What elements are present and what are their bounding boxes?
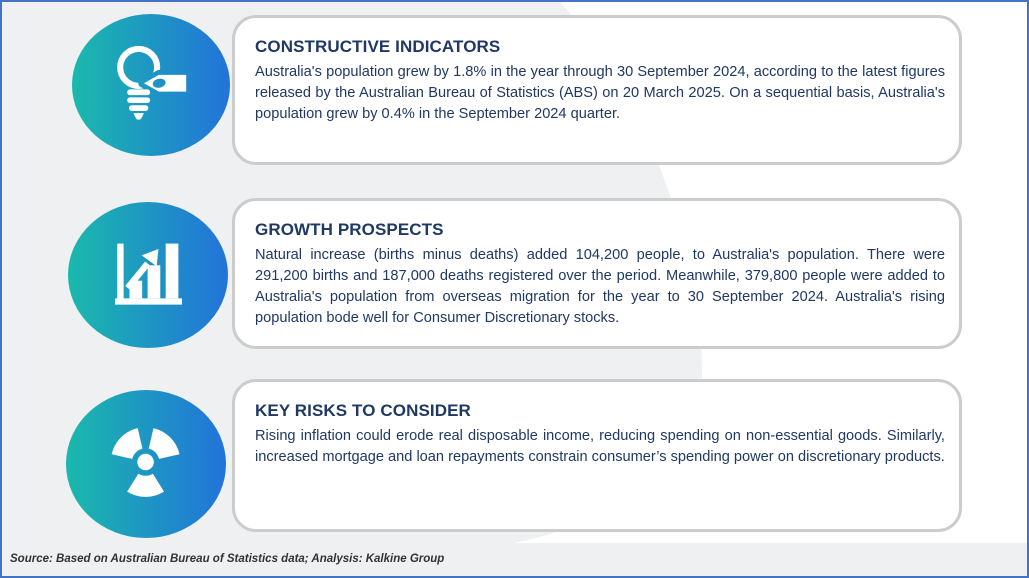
bar-chart-growth-icon (98, 230, 197, 321)
section-title: KEY RISKS TO CONSIDER (255, 401, 471, 420)
section-title: CONSTRUCTIVE INDICATORS (255, 37, 501, 56)
section-body: Australia's population grew by 1.8% in the year through 30 September 2024, according to the latest figures released by the Australian Bureau of Statistics (ABS) on 20 March 2025. On a sequential basis, Australia's population grew by 0.4% in the September 2024 quarter. (255, 64, 945, 122)
source-attribution: Source: Based on Australian Bureau of Statistics data; Analysis: Kalkine Group (10, 553, 445, 565)
section-body: Rising inflation could erode real disposable income, reducing spending on non-essential goods. Similarly, increased mortgage and loan repayments constrain consumer’s spending power on discretionary products. (255, 428, 945, 465)
section-title: GROWTH PROSPECTS (255, 220, 444, 239)
section-body: Natural increase (births minus deaths) added 104,200 people, to Australia's population. There were 291,200 births and 187,000 deaths registered over the period. Meanwhile, 379,800 people were added to Australia's population from overseas migration for the year to 30 September 2024. Australia's rising population bode well for Consumer Discretionary stocks. (255, 247, 945, 326)
section-icon-badge-growth (68, 202, 228, 348)
section-icon-badge-constructive (72, 14, 230, 156)
radiation-icon (96, 418, 195, 510)
lightbulb-tag-icon (102, 41, 200, 129)
card-key-risks (232, 379, 962, 532)
card-constructive-indicators (232, 15, 962, 165)
card-growth-prospects (232, 198, 962, 349)
section-icon-badge-risks (66, 390, 226, 538)
